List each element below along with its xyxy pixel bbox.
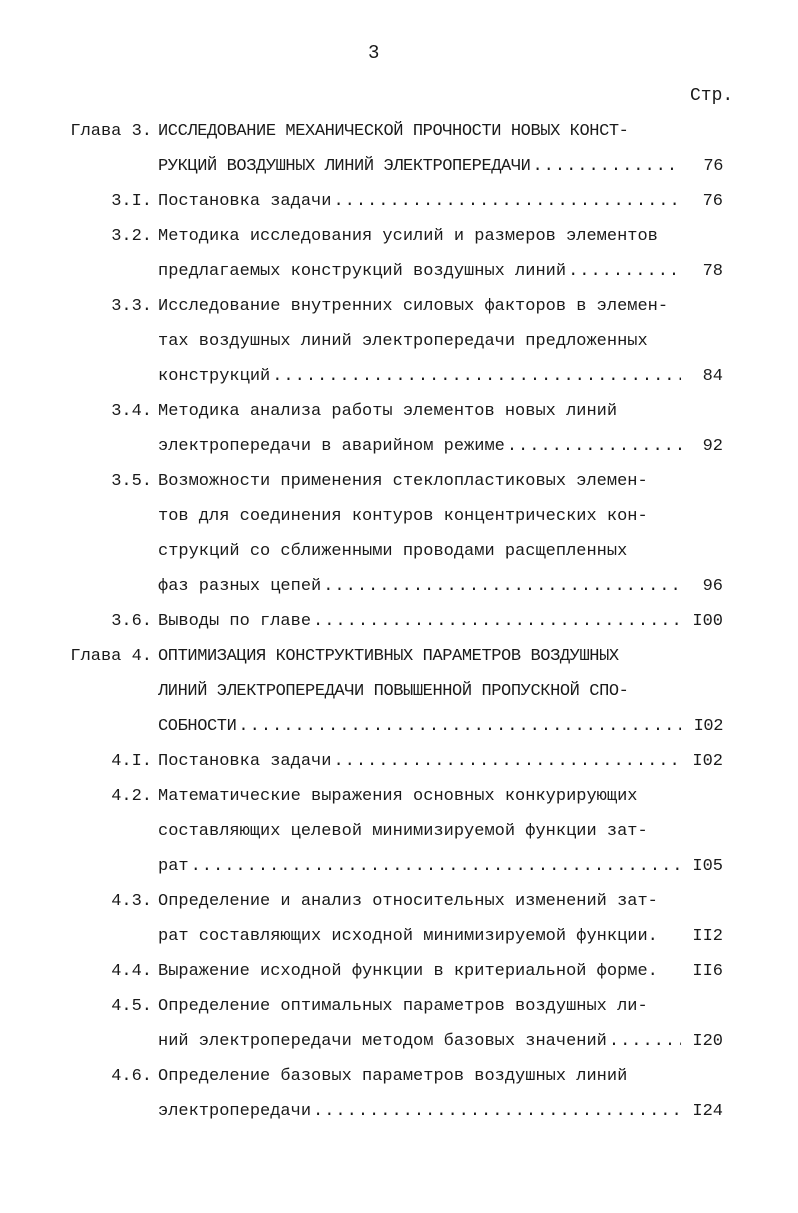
- toc-entry-line: РУКЦИЙ ВОЗДУШНЫХ ЛИНИЙ ЭЛЕКТРОПЕРЕДАЧИ: [158, 157, 531, 176]
- toc-entry-line: фаз разных цепей: [158, 577, 322, 596]
- dot-leader: [238, 709, 681, 744]
- toc-entry-line: ИССЛЕДОВАНИЕ МЕХАНИЧЕСКОЙ ПРОЧНОСТИ НОВЫХ КОНСТ-: [158, 122, 629, 141]
- dot-leader: [609, 1024, 681, 1059]
- toc-page-number: II2: [692, 927, 723, 946]
- toc-entry-number: 3.2.: [111, 227, 152, 246]
- toc-entry-line: СОБНОСТИ: [158, 717, 237, 736]
- toc-page-number: II6: [692, 962, 723, 981]
- toc-entry-line: ний электропередачи методом базовых значений: [158, 1032, 607, 1051]
- dot-leader: [568, 254, 681, 289]
- toc-entry-number: 4.4.: [111, 962, 152, 981]
- toc-entry-line: Определение оптимальных параметров воздушных ли-: [158, 997, 648, 1016]
- toc-entry-line: Постановка задачи: [158, 192, 332, 211]
- toc-page-number: I24: [692, 1102, 723, 1121]
- toc-entry-number: 3.4.: [111, 402, 152, 421]
- toc-page-number: 78: [702, 262, 723, 281]
- toc-entry-number: 3.I.: [111, 192, 152, 211]
- toc-entry-number: 4.5.: [111, 997, 152, 1016]
- dot-leader: [507, 429, 681, 464]
- toc-entry-number: 4.2.: [111, 787, 152, 806]
- toc-entry-line: электропередачи в аварийном режиме: [158, 437, 505, 456]
- toc-page-number: 92: [702, 437, 723, 456]
- toc-section-entry: [0, 1059, 798, 1129]
- toc-entry-line: Исследование внутренних силовых факторов в элемен-: [158, 297, 669, 316]
- toc-section-entry: [0, 779, 798, 884]
- toc-entry-line: рат: [158, 857, 189, 876]
- toc-section-entry: [0, 884, 798, 954]
- dot-leader: [333, 744, 681, 779]
- dot-leader: [532, 149, 681, 184]
- toc-entry-number: Глава 4.: [70, 647, 152, 666]
- toc-entry-last-line: [158, 919, 723, 954]
- page-number: 3: [368, 42, 380, 64]
- toc-entry-title: [158, 114, 723, 184]
- toc-entry-title: [158, 884, 723, 954]
- toc-entry-line: струкций со сближенными проводами расщепленных: [158, 542, 628, 561]
- toc-page-number: I05: [692, 857, 723, 876]
- toc-entry-last-line: [158, 849, 723, 884]
- toc-entry-last-line: [158, 1094, 723, 1129]
- toc-entry-title: [158, 184, 723, 219]
- toc-entry-line: Определение и анализ относительных изменений зат-: [158, 892, 658, 911]
- toc-page-number: 96: [702, 577, 723, 596]
- dot-leader: [313, 604, 681, 639]
- toc-entry-line: Выводы по главе: [158, 612, 312, 631]
- toc-section-entry: [0, 744, 798, 779]
- toc-entry-number: 3.3.: [111, 297, 152, 316]
- toc-entry-line: тах воздушных линий электропередачи предложенных: [158, 332, 648, 351]
- toc-section-entry: [0, 394, 798, 464]
- toc-entry-line: предлагаемых конструкций воздушных линий: [158, 262, 567, 281]
- table-of-contents: [0, 114, 798, 1129]
- toc-entry-last-line: [158, 184, 723, 219]
- toc-entry-title: [158, 639, 723, 744]
- toc-entry-line: Методика анализа работы элементов новых линий: [158, 402, 618, 421]
- toc-entry-line: составляющих целевой минимизируемой функции зат-: [158, 822, 648, 841]
- toc-entry-line: Методика исследования усилий и размеров элементов: [158, 227, 658, 246]
- toc-page-number: I20: [692, 1032, 723, 1051]
- toc-section-entry: [0, 184, 798, 219]
- dot-leader: [323, 569, 681, 604]
- toc-entry-title: [158, 989, 723, 1059]
- toc-entry-title: [158, 744, 723, 779]
- toc-entry-last-line: [158, 569, 723, 604]
- toc-section-entry: [0, 464, 798, 604]
- toc-page-number: 76: [703, 157, 723, 176]
- toc-entry-number: Глава 3.: [70, 122, 152, 141]
- toc-entry-last-line: [158, 744, 723, 779]
- dot-leader: [272, 359, 681, 394]
- toc-entry-title: [158, 219, 723, 289]
- toc-entry-number: 3.5.: [111, 472, 152, 491]
- toc-entry-last-line: [158, 954, 723, 989]
- toc-entry-title: [158, 289, 723, 394]
- toc-entry-line: Возможности применения стеклопластиковых элемен-: [158, 472, 648, 491]
- toc-entry-title: [158, 779, 723, 884]
- toc-page-number: 76: [702, 192, 723, 211]
- toc-section-entry: [0, 604, 798, 639]
- toc-entry-number: 3.6.: [111, 612, 152, 631]
- dot-leader: [313, 1094, 681, 1129]
- toc-page-number: 84: [702, 367, 723, 386]
- toc-entry-line: ЛИНИЙ ЭЛЕКТРОПЕРЕДАЧИ ПОВЫШЕННОЙ ПРОПУСКНОЙ СПО-: [158, 682, 629, 701]
- toc-section-entry: [0, 289, 798, 394]
- toc-entry-last-line: [158, 254, 723, 289]
- toc-entry-line: Постановка задачи: [158, 752, 332, 771]
- toc-entry-title: [158, 1059, 723, 1129]
- toc-entry-title: [158, 394, 723, 464]
- toc-entry-line: Выражение исходной функции в критериальной форме.: [158, 962, 658, 981]
- toc-entry-last-line: [158, 604, 723, 639]
- toc-entry-number: 4.6.: [111, 1067, 152, 1086]
- page-column-header: Стр.: [690, 86, 734, 106]
- toc-section-entry: [0, 219, 798, 289]
- toc-entry-last-line: [158, 709, 723, 744]
- toc-entry-last-line: [158, 359, 723, 394]
- toc-entry-line: Определение базовых параметров воздушных линий: [158, 1067, 628, 1086]
- toc-entry-last-line: [158, 1024, 723, 1059]
- toc-page-number: I00: [692, 612, 723, 631]
- toc-section-entry: [0, 989, 798, 1059]
- toc-entry-line: электропередачи: [158, 1102, 312, 1121]
- toc-entry-line: Математические выражения основных конкурирующих: [158, 787, 638, 806]
- toc-section-entry: [0, 954, 798, 989]
- toc-entry-title: [158, 954, 723, 989]
- toc-entry-line: тов для соединения контуров концентрических кон-: [158, 507, 648, 526]
- toc-entry-last-line: [158, 429, 723, 464]
- toc-entry-title: [158, 604, 723, 639]
- toc-entry-title: [158, 464, 723, 604]
- dot-leader: [333, 184, 681, 219]
- toc-page-number: I02: [693, 717, 723, 736]
- toc-entry-line: конструкций: [158, 367, 271, 386]
- toc-entry-last-line: [158, 149, 723, 184]
- toc-chapter-entry: [0, 639, 798, 744]
- toc-chapter-entry: [0, 114, 798, 184]
- toc-entry-number: 4.I.: [111, 752, 152, 771]
- toc-entry-line: ОПТИМИЗАЦИЯ КОНСТРУКТИВНЫХ ПАРАМЕТРОВ ВОЗДУШНЫХ: [158, 647, 619, 666]
- toc-page-number: I02: [692, 752, 723, 771]
- toc-entry-line: рат составляющих исходной минимизируемой функции.: [158, 927, 658, 946]
- dot-leader: [191, 849, 681, 884]
- toc-entry-number: 4.3.: [111, 892, 152, 911]
